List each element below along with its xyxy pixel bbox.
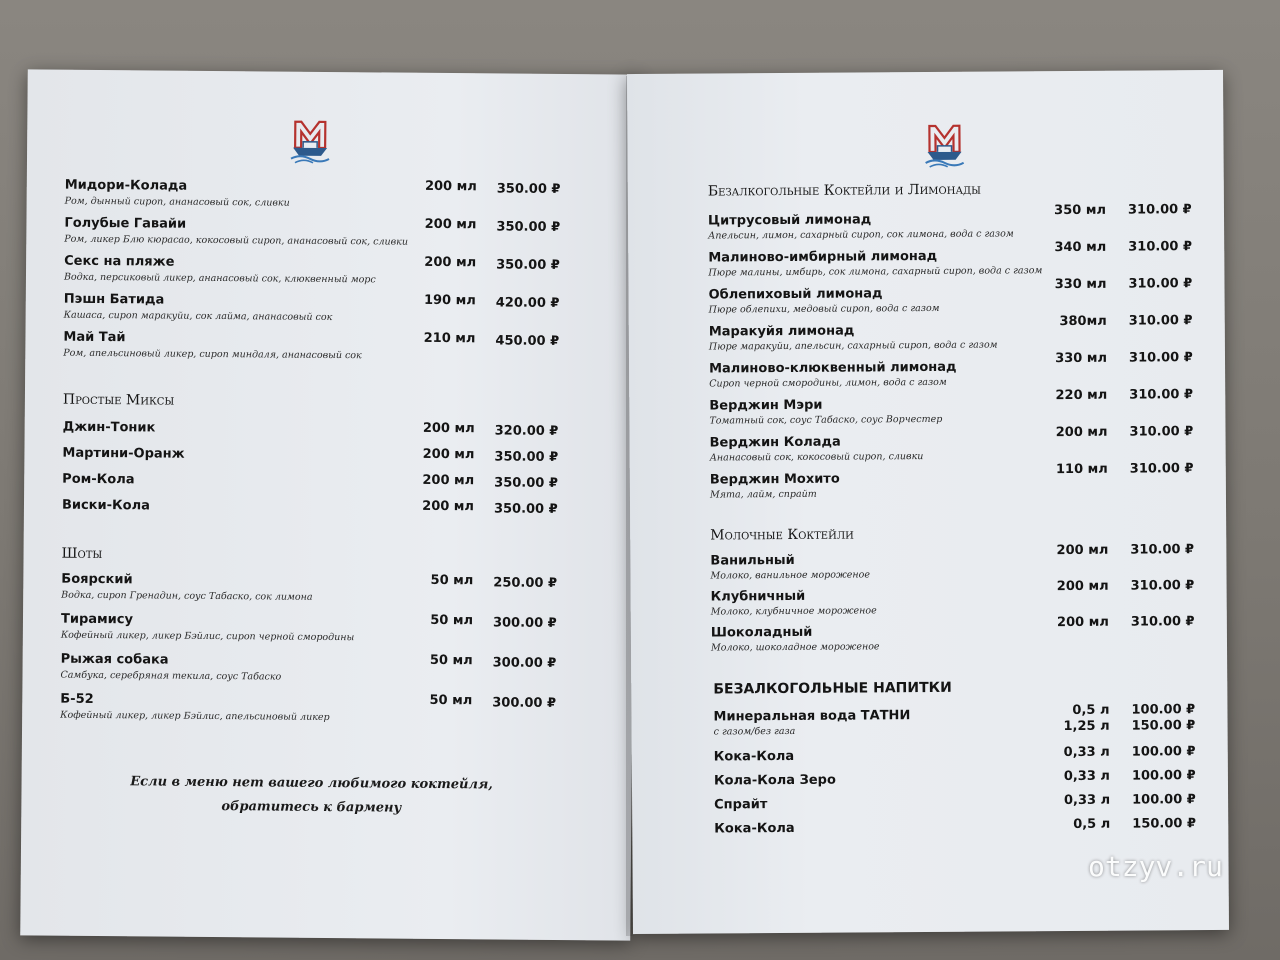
menu-item-name: Май Тай (63, 329, 126, 346)
menu-item-name: Верджин Мэри (709, 397, 823, 414)
menu-item-description: Самбука, серебряная текила, соус Табаско (60, 669, 282, 683)
menu-item-price: 350.00 ₽ (496, 219, 561, 236)
menu-item-volume: 200 мл (422, 472, 475, 489)
menu-item-description: Молоко, клубничное мороженое (710, 605, 877, 618)
menu-item-price: 350.00 ₽ (493, 501, 558, 517)
menu-item-volume: 0,5 л (1072, 702, 1110, 718)
menu-item-volume: 200 мл (422, 498, 475, 515)
menu-item-name: Маракуйя лимонад (708, 323, 855, 340)
menu-item-name: Мидори-Колада (64, 177, 188, 194)
menu-item-volume: 210 мл (423, 330, 476, 347)
menu-item-price: 310.00 ₽ (1128, 313, 1193, 329)
menu-item-description: Апельсин, лимон, сахарный сироп, сок лимона, вода с газом (708, 228, 1014, 242)
menu-item-volume: 50 мл (429, 652, 473, 669)
menu-item-volume: 200 мл (1056, 542, 1109, 559)
left-menu-page (20, 69, 638, 940)
menu-item-volume: 340 мл (1054, 239, 1107, 256)
menu-item-description: Ром, апельсиновый ликер, сироп миндаля, ананасовый сок (63, 347, 362, 362)
menu-item-description: Мята, лайм, спрайт (709, 488, 817, 501)
menu-item-name: Клубничный (710, 588, 806, 605)
menu-item-name: Шоколадный (710, 624, 813, 641)
menu-item-volume: 200 мл (424, 178, 477, 195)
menu-item-price: 100.00 ₽ (1131, 768, 1196, 784)
menu-item-volume: 0,33 л (1063, 744, 1110, 761)
menu-item-description: Томатный сок, соус Табаско, соус Ворчестер (709, 413, 943, 427)
menu-item-volume: 220 мл (1055, 387, 1108, 404)
menu-item-price: 350.00 ₽ (494, 449, 559, 465)
menu-item-price: 310.00 ₽ (1130, 542, 1195, 558)
menu-item-price: 310.00 ₽ (1130, 578, 1195, 594)
menu-item-price: 100.00 ₽ (1131, 744, 1196, 760)
menu-item-price: 250.00 ₽ (493, 575, 558, 591)
section-title-milkshakes: Молочные Коктейли (710, 526, 854, 544)
menu-item-price: 310.00 ₽ (1129, 461, 1194, 477)
menu-item-name: Кока-Кола (714, 820, 795, 837)
menu-item-price: 300.00 ₽ (492, 695, 557, 711)
section-title-soft-cocktails: Безалкогольные Коктейли и Лимонады (707, 181, 982, 200)
right-menu-page (627, 70, 1229, 934)
menu-item-price: 310.00 ₽ (1130, 614, 1195, 630)
menu-item-description: Кофейный ликер, ликер Бэйлис, сироп черной смородины (60, 629, 355, 644)
menu-item-description: Ананасовый сок, кокосовый сироп, сливки (709, 451, 924, 464)
menu-item-description: Пюре маракуйи, апельсин, сахарный сироп, вода с газом (708, 339, 998, 353)
menu-item-volume: 50 мл (430, 572, 474, 589)
menu-item-name: Цитрусовый лимонад (707, 212, 872, 229)
menu-item-price: 300.00 ₽ (492, 615, 557, 631)
menu-item-price: 310.00 ₽ (1128, 276, 1193, 292)
menu-item-name: Виски-Кола (61, 497, 150, 514)
menu-item-price: 100.00 ₽ (1131, 702, 1196, 718)
menu-item-name: Ром-Кола (62, 471, 135, 488)
menu-item-name: Облепиховый лимонад (708, 286, 883, 303)
menu-item-description: Молоко, шоколадное мороженое (710, 641, 880, 654)
bartender-note-line2: обратитесь к бармену (221, 799, 402, 816)
menu-item-volume: 200 мл (1056, 578, 1109, 595)
menu-item-name: Тирамису (60, 611, 134, 628)
menu-item-volume: 200 мл (424, 216, 477, 233)
menu-item-volume: 200 мл (424, 254, 477, 271)
right-menu-content (627, 70, 1223, 837)
menu-item-name: Верджин Мохито (709, 471, 840, 488)
menu-item-volume: 200 мл (1055, 424, 1108, 441)
menu-item-description: Ром, дынный сироп, ананасовый сок, сливки (64, 195, 290, 209)
ship-monogram-logo-icon (289, 118, 331, 164)
section-title-soft-drinks: БЕЗАЛКОГОЛЬНЫЕ НАПИТКИ (713, 679, 952, 698)
menu-item-volume: 380мл (1059, 313, 1107, 330)
menu-item-name: Ванильный (710, 552, 795, 569)
menu-item-name: Малиново-имбирный лимонад (708, 248, 938, 266)
menu-item-price: 150.00 ₽ (1131, 718, 1196, 734)
menu-item-description: Сироп черной смородины, лимон, вода с газом (709, 376, 947, 390)
menu-item-price: 300.00 ₽ (492, 655, 557, 671)
menu-item-name: Минеральная вода ТАТНИ (713, 708, 911, 725)
watermark: otzyv.ru (1088, 850, 1223, 883)
menu-item-name: Рыжая собака (60, 651, 169, 668)
menu-item-price: 310.00 ₽ (1128, 350, 1193, 366)
menu-item-price: 450.00 ₽ (495, 333, 560, 350)
menu-item-description: Пюре малины, имбирь, сок лимона, сахарный сироп, вода с газом (708, 265, 1043, 279)
menu-item-price: 310.00 ₽ (1129, 387, 1194, 403)
menu-item-volume: 110 мл (1055, 461, 1108, 478)
menu-item-name: Спрайт (714, 797, 768, 813)
menu-item-price: 310.00 ₽ (1129, 424, 1194, 440)
menu-item-volume: 200 мл (1056, 614, 1109, 631)
menu-item-volume: 200 мл (422, 420, 475, 437)
menu-item-volume: 0,33 л (1063, 768, 1110, 785)
menu-item-description: Кофейный ликер, ликер Бэйлис, апельсиновый ликер (60, 709, 330, 724)
menu-item-name: Джин-Тоник (62, 419, 156, 436)
menu-item-name: Мартини-Оранж (62, 445, 185, 462)
menu-item-description: с газом/без газа (713, 725, 796, 738)
menu-item-price: 320.00 ₽ (494, 423, 559, 439)
menu-item-price: 150.00 ₽ (1132, 816, 1197, 832)
menu-item-description: Водка, сироп Гренадин, соус Табаско, сок лимона (61, 589, 313, 603)
menu-item-volume: 190 мл (423, 292, 476, 309)
menu-item-name: Пэшн Батида (63, 291, 165, 308)
menu-item-volume: 0,33 л (1063, 792, 1111, 809)
menu-item-name: Кока-Кола (713, 748, 795, 765)
menu-item-price: 350.00 ₽ (496, 181, 561, 198)
ship-monogram-logo-icon (923, 122, 965, 168)
bartender-note-line1: Если в меню нет вашего любимого коктейля, (130, 774, 493, 793)
menu-item-description: Водка, персиковый ликер, ананасовый сок, клюквенный морс (63, 271, 376, 286)
menu-item-description: Кашаса, сироп маракуйи, сок лайма, ананасовый сок (63, 309, 333, 324)
menu-item-volume: 50 мл (430, 612, 474, 629)
menu-item-volume: 1,25 л (1063, 718, 1110, 735)
menu-item-name: Секс на пляже (64, 253, 175, 270)
menu-item-price: 310.00 ₽ (1127, 202, 1192, 218)
menu-item-name: Боярский (61, 571, 133, 588)
menu-item-volume: 330 мл (1055, 350, 1108, 367)
menu-item-price: 350.00 ₽ (494, 475, 559, 491)
menu-item-volume: 0,5 л (1073, 816, 1111, 832)
left-menu-content (28, 69, 638, 816)
menu-item-description: Пюре облепихи, медовый сироп, вода с газом (708, 302, 940, 316)
menu-item-name: Малиново-клюквенный лимонад (709, 359, 957, 377)
menu-item-description: Молоко, ванильное мороженое (710, 569, 871, 582)
menu-item-volume: 350 мл (1054, 202, 1107, 219)
menu-item-price: 350.00 ₽ (496, 257, 560, 274)
menu-item-name: Голубые Гавайи (64, 215, 187, 232)
menu-item-volume: 200 мл (422, 446, 475, 463)
menu-item-name: Б-52 (60, 691, 94, 707)
menu-item-description: Ром, ликер Блю кюрасао, кокосовый сироп, ананасовый сок, сливки (64, 233, 409, 248)
menu-item-price: 100.00 ₽ (1132, 792, 1196, 808)
section-title-simple-mixes: Простые Миксы (62, 391, 175, 409)
menu-item-price: 310.00 ₽ (1128, 239, 1193, 255)
menu-item-volume: 330 мл (1054, 276, 1107, 293)
menu-item-name: Кола-Кола Зеро (713, 772, 836, 789)
menu-item-price: 420.00 ₽ (495, 295, 560, 312)
menu-item-name: Верджин Колада (709, 434, 841, 451)
section-title-shots: Шоты (61, 545, 103, 563)
menu-item-volume: 50 мл (429, 692, 473, 709)
